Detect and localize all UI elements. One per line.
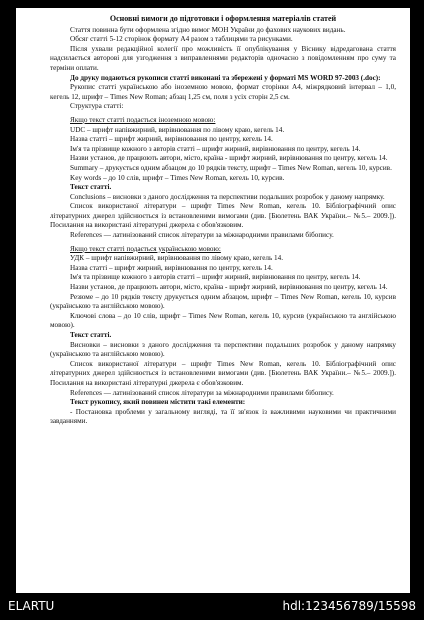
page-title: Основні вимоги до підготовки і оформлення матеріалів статей [109, 14, 337, 23]
section-heading-foreign: Якщо текст статті подається іноземною мовою: [70, 115, 216, 124]
item-udc: UDC – шрифт напівжирний, вирівнювання по лівому краю, кегель 14. [70, 125, 285, 134]
paragraph-volume: Обсяг статті 5-12 сторінок формату А4 разом з таблицями та рисунками. [70, 35, 293, 44]
section-heading-manuscript: Текст рукопису, який повинен містити такі елементи: [70, 398, 246, 407]
item-author-names: Ім'я та прізвище кожного з авторів статті – шрифт жирний, вирівнювання по центру, кегель 14. [70, 144, 361, 153]
item-resume: Резюме – до 10 рядків тексту друкується одним абзацом, шрифт – Times New Roman, кегель 10, курсив (українською та англійською мовою). [50, 292, 396, 311]
item-institutions: Назви установ, де працюють автори, місто, країна - шрифт жирний, вирівнювання по центру, кегель 14. [70, 154, 388, 163]
item-references-list: Список використаної літератури – шрифт Times New Roman, кегель 10. Бібліографічний опис літературних джерел здійснюється із встановленими вимогами (див. [Бюлетень ВАК України.– №5.– 2009.]). Посилання на використані літературні джерела є обов'язковим. [50, 202, 396, 230]
item-article-title-ua: Назва статті – шрифт жирний, вирівнювання по центру, кегель 14. [70, 263, 273, 272]
paragraph-format: До друку подаються рукописи статті виконані та збережені у форматі MS WORD 97-2003 (.doc): [70, 73, 381, 82]
paragraph-structure: Структура статті: [70, 102, 124, 111]
footer-bar [0, 593, 424, 620]
item-conclusions-ua: Висновки – висновки з даного дослідження та перспективи подальших розробок у даному напрямку (українською та англійською мовою). [50, 340, 396, 359]
item-institutions-ua: Назви установ, де працюють автори, місто, країна - шрифт жирний, вирівнювання по центру, кегель 14. [70, 283, 388, 292]
document-page [16, 8, 410, 593]
item-article-text: Текст статті. [70, 183, 112, 192]
item-references: References — латинізований список літератури за міжнародними правилами бібопису. [70, 231, 334, 240]
footer-handle: hdl:123456789/15598 [282, 599, 416, 613]
footer-repository-name: ELARTU [8, 599, 55, 613]
item-keywords: Key words – до 10 слів, шрифт – Times New Roman, кегель 10, курсив. [70, 173, 285, 182]
item-article-text-ua: Текст статті. [70, 331, 112, 339]
paragraph-editing: Після ухвали редакційної колегії про можливість її опублікування у Віснику відредагована стаття надсилається авторові для узгодження з виправленнями редакторів одночасно з повідомленням про суму та терміни оплати. [50, 44, 396, 72]
item-udk: УДК – шрифт напівжирний, вирівнювання по лівому краю, кегель 14. [70, 254, 284, 263]
item-author-names-ua: Ім'я та прізвище кожного з авторів статті – шрифт жирний, вирівнювання по центру, кегель 14. [70, 273, 361, 282]
item-references-list-ua: Список використаної літератури – шрифт Times New Roman, кегель 10. Бібліографічний опис літературних джерел здійснюється із встановленими вимогами (див. [Бюлетень ВАК України.– №5.– 2009.]). Посилання на використані літературні джерела є обов'язковим. [50, 359, 396, 387]
item-keywords-ua: Ключові слова – до 10 слів, шрифт – Times New Roman, кегель 10, курсив (українською та англійською мовою). [50, 311, 396, 330]
paragraph-requirements: Стаття повинна бути оформлена згідно вимог МОН України до фахових наукових видань. [70, 25, 346, 34]
section-heading-ukrainian: Якщо текст статті подається українською мовою: [70, 244, 221, 253]
item-article-title: Назва статті – шрифт жирний, вирівнювання по центру, кегель 14. [70, 135, 273, 144]
item-problem-statement: - Постановка проблеми у загальному вигляді, та її зв'язок із важливими науковими чи практичними завданнями. [50, 407, 396, 426]
paragraph-layout: Рукопис статті українською або іноземною мовою, формат сторінки А4, міжрядковий інтервал – 1,0, кегель 12, шрифт – Times New Roman; абзац 1,25 см, поля з усіх сторін 2,5 см. [50, 83, 396, 101]
item-summary: Summary – друкується одним абзацом до 10 рядків тексту, шрифт – Times New Roman, кегель 10, курсив. [70, 163, 392, 172]
item-conclusions: Conclusions – висновки з даного дослідження та перспективи подальших розробок у даному напрямку. [70, 192, 385, 201]
item-references-ua: References — латинізований список літератури за міжнародними правилами бібопису. [70, 388, 334, 397]
